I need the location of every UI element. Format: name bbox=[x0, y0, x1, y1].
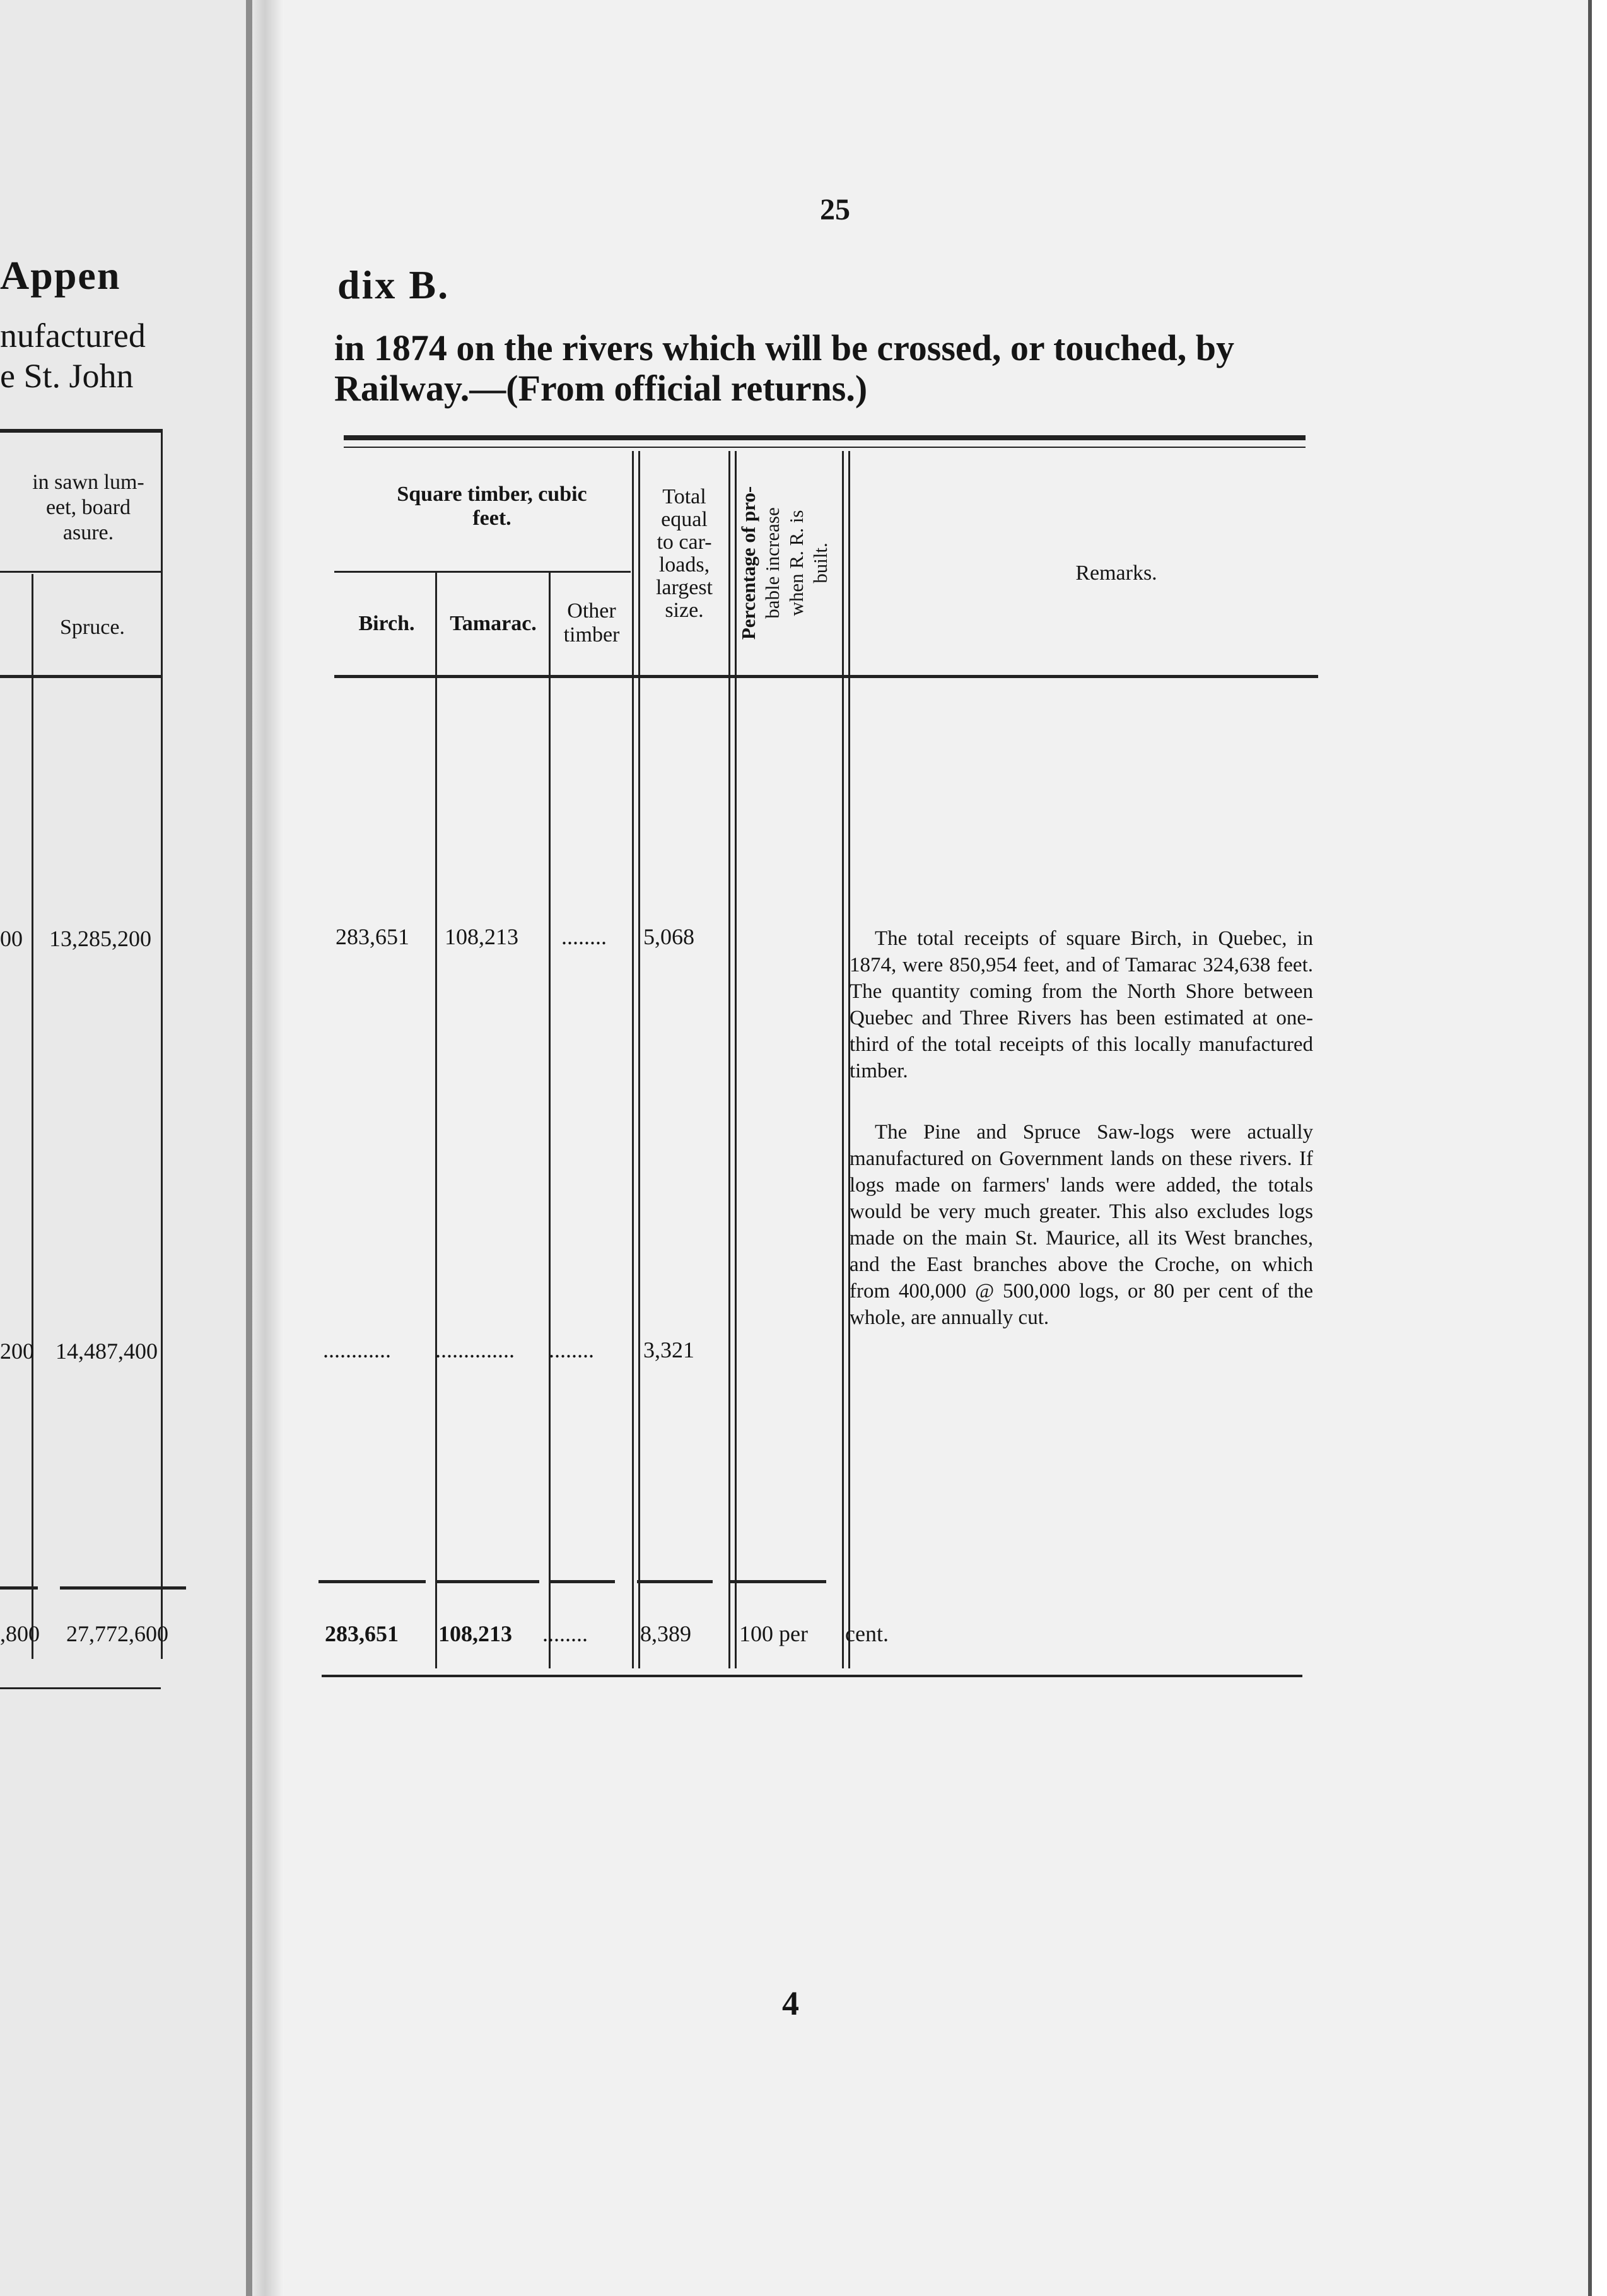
percentage-header-line: built. bbox=[809, 542, 831, 583]
square-timber-header-line: feet. bbox=[472, 507, 511, 530]
other-timber-header bbox=[551, 599, 633, 647]
left-spruce-cell: 13,285,200 bbox=[49, 926, 151, 951]
total-percentage-divider-double bbox=[735, 451, 737, 1668]
tamarac-header: Tamarac. bbox=[450, 612, 537, 635]
header-bottom-rule bbox=[334, 675, 1318, 678]
square-timber-header-line: Square timber, cubic bbox=[397, 483, 587, 506]
left-spruce-cell: 14,487,400 bbox=[56, 1338, 158, 1364]
other-timber-cell: ........ bbox=[549, 1337, 594, 1362]
total-rule bbox=[435, 1580, 539, 1583]
left-header-bottom-rule bbox=[0, 675, 161, 678]
left-cell: 00 bbox=[0, 926, 23, 951]
left-total-cell: ,800 bbox=[0, 1621, 40, 1646]
square-timber-rule bbox=[334, 571, 631, 573]
left-col-header-line: asure. bbox=[62, 521, 114, 544]
total-birch: 283,651 bbox=[325, 1621, 399, 1646]
left-subtitle-line: e St. John bbox=[0, 357, 134, 395]
left-title-fragment: Appen bbox=[0, 253, 121, 298]
left-total-rule bbox=[0, 1586, 38, 1590]
page-edge bbox=[1588, 0, 1607, 2296]
left-table-border bbox=[161, 429, 163, 1659]
total-other-timber: ........ bbox=[542, 1621, 588, 1646]
left-subtitle-line: nufactured bbox=[0, 317, 146, 354]
total-rule bbox=[549, 1580, 615, 1583]
total-carloads-header-line: loads, bbox=[658, 553, 710, 577]
remarks-block bbox=[850, 925, 1313, 1331]
total-carloads: 8,389 bbox=[640, 1621, 691, 1646]
left-table-bottom-rule bbox=[0, 1687, 161, 1689]
remarks-header: Remarks. bbox=[1075, 561, 1157, 585]
other-timber-header-line: timber bbox=[563, 623, 620, 647]
square-timber-header bbox=[350, 483, 634, 530]
left-total-spruce: 27,772,600 bbox=[66, 1621, 168, 1646]
left-cell: 200 bbox=[0, 1338, 34, 1364]
subtitle-line: in 1874 on the rivers which will be crossed, or touched, by bbox=[334, 327, 1234, 368]
total-carloads-header-line: equal bbox=[661, 508, 708, 531]
left-col-header-line: eet, board bbox=[45, 496, 131, 519]
other-timber-header-line: Other bbox=[567, 599, 616, 623]
left-subtitle bbox=[0, 315, 146, 396]
table-top-rule bbox=[344, 435, 1306, 440]
other-total-divider bbox=[632, 451, 634, 1668]
percentage-header-line: bable increase bbox=[761, 507, 783, 619]
total-rule bbox=[318, 1580, 426, 1583]
carloads-cell: 5,068 bbox=[643, 924, 694, 949]
total-remarks: cent. bbox=[845, 1621, 889, 1646]
tamarac-other-divider bbox=[549, 571, 551, 1668]
total-percentage-divider bbox=[728, 451, 730, 1668]
book-gutter bbox=[252, 0, 284, 2296]
birch-tamarac-divider bbox=[435, 571, 437, 1668]
left-col-header bbox=[13, 470, 164, 546]
percentage-remarks-divider bbox=[842, 451, 844, 1668]
percentage-header-line: Percentage of pro- bbox=[737, 486, 759, 640]
other-timber-cell: ........ bbox=[561, 924, 607, 949]
total-rule bbox=[728, 1580, 826, 1583]
total-carloads-header bbox=[637, 486, 732, 622]
total-tamarac: 108,213 bbox=[438, 1621, 512, 1646]
subtitle-line: Railway.—(From official returns.) bbox=[334, 368, 868, 409]
total-rule bbox=[637, 1580, 713, 1583]
other-total-divider-double bbox=[638, 451, 640, 1668]
total-carloads-header-line: to car- bbox=[657, 530, 712, 554]
tamarac-cell: 108,213 bbox=[445, 924, 518, 949]
title-fragment: dix B. bbox=[337, 262, 450, 307]
percentage-header-line: when R. R. is bbox=[785, 510, 807, 616]
table-bottom-rule bbox=[322, 1675, 1302, 1677]
left-col-header-line: in sawn lum- bbox=[32, 471, 144, 494]
carloads-cell: 3,321 bbox=[643, 1337, 694, 1362]
left-table-top-rule bbox=[0, 429, 161, 433]
total-percentage: 100 per bbox=[739, 1621, 808, 1646]
remarks-paragraph: The Pine and Spruce Saw-logs were actually manufactured on Government lands on these rivers. If logs made on farmers' lands were added, the totals would be very much greater. This also excludes logs made on the main St. Maurice, all its West branches, and the East branches above the Croche, on which from 400,000 @ 500,000 logs, or 80 per cent of the whole, are annually cut. bbox=[850, 1121, 1313, 1329]
left-col-divider bbox=[32, 574, 33, 1659]
total-carloads-header-line: Total bbox=[662, 485, 706, 508]
bottom-page-number: 4 bbox=[782, 1984, 799, 2022]
left-spruce-header: Spruce. bbox=[60, 616, 125, 639]
remarks-paragraph: The total receipts of square Birch, in Quebec, in 1874, were 850,954 feet, and of Tamarac 324,638 feet. The quantity coming from the North Shore between Quebec and Three Rivers has been estimated at one-third of the total receipts of this locally manufactured timber. bbox=[850, 927, 1313, 1082]
tamarac-cell: .............. bbox=[435, 1337, 515, 1362]
left-header-rule bbox=[0, 571, 161, 573]
table-top-rule-thin bbox=[344, 447, 1306, 448]
page-number: 25 bbox=[820, 193, 850, 226]
left-total-rule bbox=[60, 1586, 186, 1590]
birch-cell: ............ bbox=[323, 1337, 391, 1362]
percentage-header bbox=[737, 454, 833, 672]
birch-cell: 283,651 bbox=[336, 924, 409, 949]
birch-header: Birch. bbox=[358, 612, 415, 635]
total-carloads-header-line: largest bbox=[655, 576, 713, 599]
table-subtitle bbox=[334, 328, 1331, 409]
total-carloads-header-line: size. bbox=[665, 599, 704, 622]
